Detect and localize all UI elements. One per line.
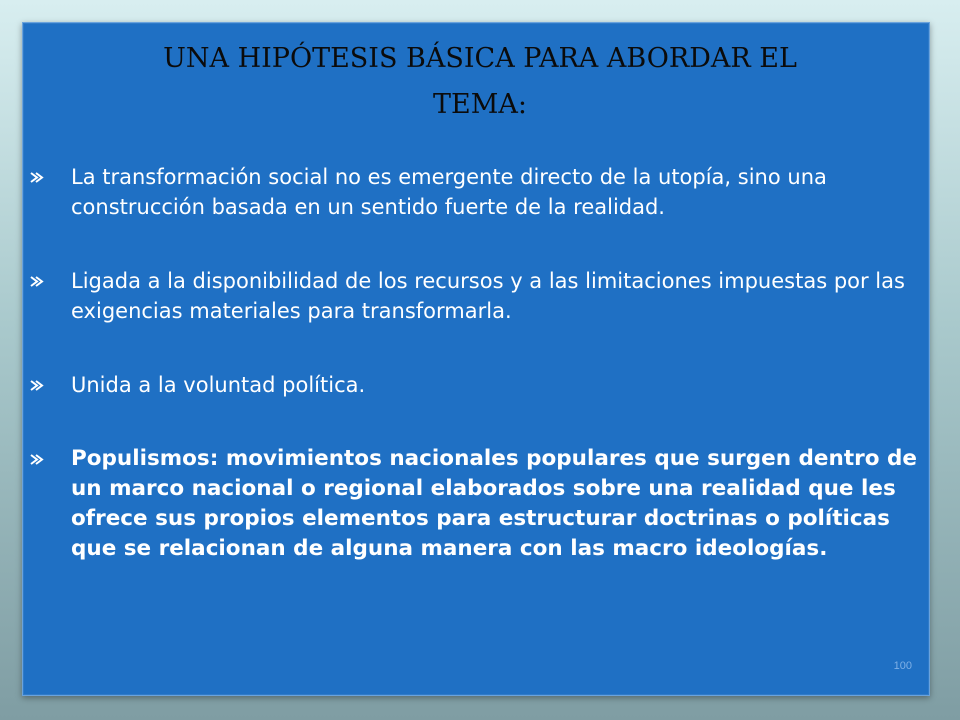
slide-title-line-1: UNA HIPÓTESIS BÁSICA PARA ABORDAR EL (163, 43, 797, 74)
bullet-item (30, 444, 920, 564)
bullet-item (30, 266, 920, 326)
slide-title-line-2: TEMA: (433, 89, 527, 120)
arrow-bullet-icon (30, 172, 44, 183)
arrow-bullet-icon (30, 276, 44, 287)
arrow-bullet-icon (30, 454, 44, 465)
bullet-text: La transformación social no es emergente directo de la utopía, sino una construcción basada en un sentido fuerte de la realidad. (71, 165, 827, 219)
bullet-text: Populismos: movimientos nacionales populares que surgen dentro de un marco nacional o regional elaborados sobre una realidad que les ofrece sus propios elementos para estructurar doctrinas o políticas que se relacionan de alguna manera con las macro ideologías. (71, 446, 917, 561)
bullet-item (30, 162, 920, 222)
page-number: 100 (893, 660, 912, 672)
bullet-text: Ligada a la disponibilidad de los recursos y a las limitaciones impuestas por las exigencias materiales para transformarla. (71, 269, 905, 323)
arrow-bullet-icon (30, 380, 44, 391)
bullet-text: Unida a la voluntad política. (71, 373, 366, 397)
bullet-list (30, 162, 920, 564)
bullet-item (30, 370, 920, 400)
slide-title (40, 36, 920, 128)
